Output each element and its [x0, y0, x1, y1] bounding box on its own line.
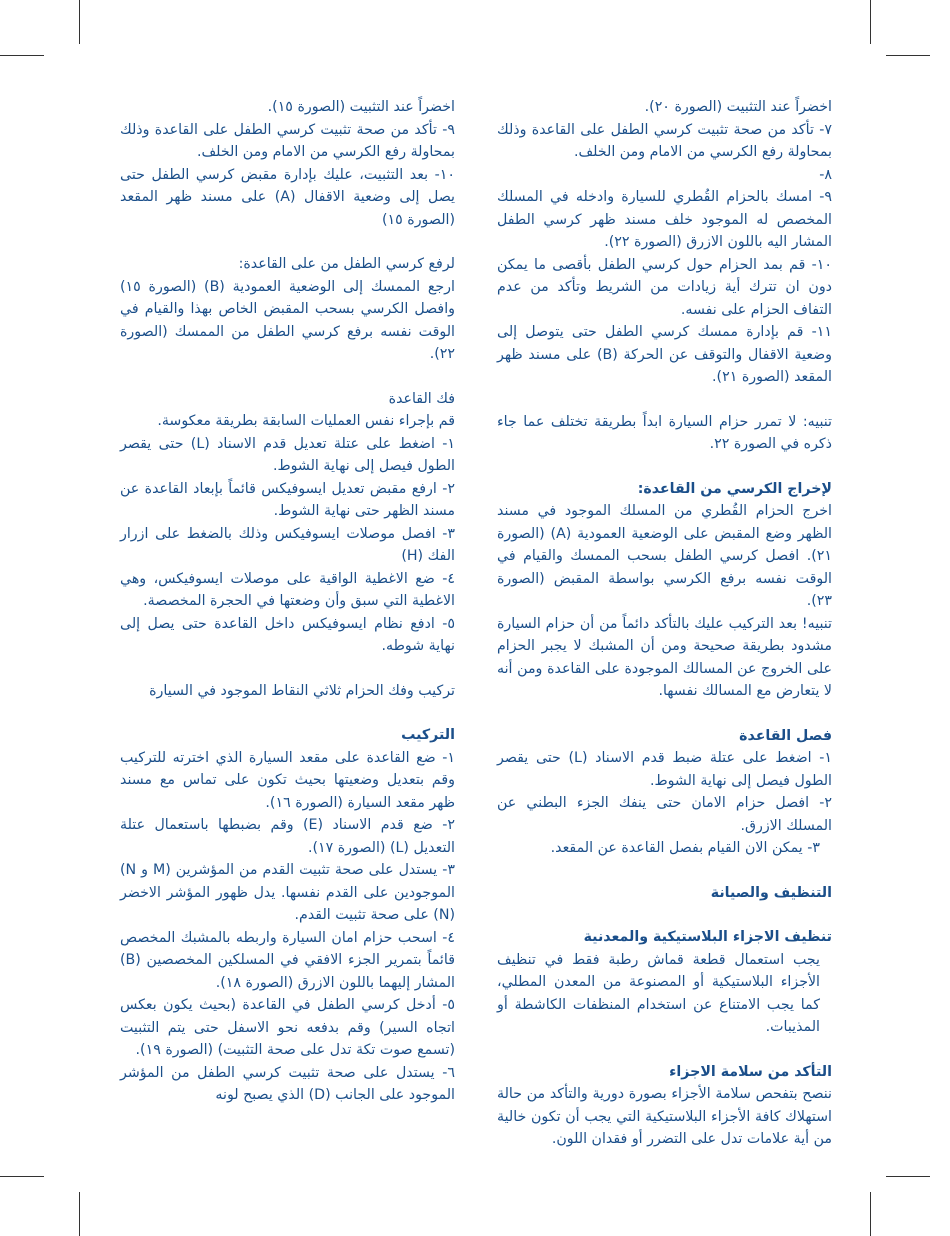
crop-mark-top-right-h — [886, 55, 930, 56]
step-10: ١٠- قم بمد الحزام حول كرسي الطفل بأقصى ما يمكن دون ان تترك أية زيادات من الشريط وتأكد من عدم التفاف الحزام على نفسه. — [497, 256, 832, 318]
warning-note-2: تنبيه! بعد التركيب عليك بالتأكد دائماً من أن حزام السيارة مشدود بطريقة صحيحة ومن أن المشبك لا يجبر الحزام على الخروج عن المسالك الموجودة على القاعدة ومن أنه لا يتعارض مع المسالك نفسها. — [497, 615, 832, 699]
integrity-heading: التأكد من سلامة الاجزاء — [669, 1063, 832, 1080]
install-step-1: ١- ضع القاعدة على مقعد السيارة الذي اخترته للتركيب وقم بتعديل وضعيتها بحيث تكون على تماس مع مسند ظهر مقعد السيارة (الصورة ١٦). — [120, 749, 455, 811]
crop-mark-top-left — [79, 0, 80, 44]
belt-section-title: تركيب وفك الحزام ثلاثي النقاط الموجود في السيارة — [149, 682, 455, 699]
cleaning-heading: التنظيف والصيانة — [710, 884, 832, 901]
step-9: ٩- امسك بالحزام القُطري للسيارة وادخله في المسلك المخصص له الموجود خلف مسند ظهر كرسي الطفل المشار اليه باللون الازرق (الصورة ٢٢). — [497, 189, 832, 250]
base-separation-step-1: ١- اضغط على عتلة ضبط قدم الاسناد (L) حتى يقصر الطول فيصل إلى نهاية الشوط. — [497, 750, 832, 789]
install-step-2: ٢- ضع قدم الاسناد (E) وقم بضبطها باستعمال عتلة التعديل (L) (الصورة ١٧). — [120, 817, 455, 856]
dismantle-step-5: ٥- ادفع نظام ايسوفيكس داخل القاعدة حتى يصل إلى نهاية شوطه. — [120, 615, 455, 654]
crop-mark-bottom-left-h — [0, 1176, 44, 1177]
step-8: ٨- — [819, 166, 832, 183]
crop-mark-bottom-right-h — [886, 1176, 930, 1177]
removal-text: اخرج الحزام القُطري من المسلك الموجود في مسند الظهر وضع المقبض على الوضعية العمودية (A) (الصورة ٢١). افصل كرسي الطفل بسحب الممسك والقيام في الوقت نفسه برفع الكرسي بواسطة المقبض (الصورة ٢٣). — [497, 503, 833, 609]
base-separation-step-2: ٢- افصل حزام الامان حتى ينفك الجزء البطني عن المسلك الازرق. — [497, 795, 832, 834]
right-column — [497, 96, 832, 1151]
install-heading: التركيب — [401, 727, 455, 743]
dismantle-heading: فك القاعدة — [388, 390, 455, 407]
dismantle-step-1: ١- اضغط على عتلة تعديل قدم الاسناد (L) حتى يقصر الطول فيصل إلى نهاية الشوط. — [120, 435, 455, 474]
plastic-parts-text: يجب استعمال قطعة قماش رطبة فقط في تنظيف الأجزاء البلاستيكية أو المصنوعة من المعدن المطلي، كما يجب الامتناع عن استخدام المنظفات الكاشطة أو المذيبات. — [497, 951, 820, 1035]
step-9: ٩- تأكد من صحة تثبيت كرسي الطفل على القاعدة وذلك بمحاولة رفع الكرسي من الامام ومن الخلف. — [120, 121, 455, 160]
crop-mark-bottom-left — [79, 1192, 80, 1236]
dismantle-step-3: ٣- افصل موصلات ايسوفيكس وذلك بالضغط على ازرار الفك (H) — [120, 525, 455, 564]
crop-mark-top-left-h — [0, 55, 44, 56]
install-step-4: ٤- اسحب حزام امان السيارة واربطه بالمشبك المخصص قائماً بتمرير الجزء الافقي في المسلكين المخصصين (B) المشار إليهما باللون الازرق (الصورة ١٨). — [120, 929, 455, 991]
removal-heading: لإخراج الكرسي من القاعدة: — [637, 480, 832, 497]
install-step-6: ٦- يستدل على صحة تثبيت كرسي الطفل من المؤشر الموجود على الجانب (D) الذي يصبح لونه — [120, 1064, 455, 1103]
step-7: ٧- تأكد من صحة تثبيت كرسي الطفل على القاعدة وذلك بمحاولة رفع الكرسي من الامام ومن الخلف. — [497, 121, 832, 160]
integrity-text: ننصح بتفحص سلامة الأجزاء بصورة دورية والتأكد من حالة استهلاك كافة الأجزاء البلاستيكية التي يجب أن تكون خالية من أية علامات تدل على التضرر أو فقدان اللون. — [497, 1086, 832, 1147]
warning-note: تنبيه: لا تمرر حزام السيارة ابداً بطريقة تختلف عما جاء ذكره في الصورة ٢٢. — [497, 413, 832, 452]
step-10: ١٠- بعد التثبيت، عليك بإدارة مقبض كرسي الطفل حتى يصل إلى وضعية الاقفال (A) على مسند ظهر المقعد (الصورة ١٥) — [120, 166, 455, 228]
step-11: ١١- قم بإدارة ممسك كرسي الطفل حتى يتوصل إلى وضعية الاقفال والتوقف عن الحركة (B) على مسند ظهر المقعد (الصورة ٢١). — [497, 324, 832, 385]
dismantle-intro: قم بإجراء نفس العمليات السابقة بطريقة معكوسة. — [157, 413, 455, 429]
crop-mark-bottom-right — [870, 1192, 871, 1236]
lift-heading: لرفع كرسي الطفل من على القاعدة: — [238, 256, 455, 272]
base-separation-heading: فصل القاعدة — [739, 727, 832, 744]
dismantle-step-4: ٤- ضع الاغطية الواقية على موصلات ايسوفيكس، وهي الاغطية التي سبق وأن وضعتها في الحجرة المخصصة. — [120, 570, 455, 609]
paragraph: اخضراً عند التثبيت (الصورة ٢٠). — [644, 99, 832, 115]
base-separation-step-3: ٣- يمكن الان القيام بفصل القاعدة عن المقعد. — [550, 840, 820, 856]
plastic-parts-heading: تنظيف الاجزاء البلاستيكية والمعدنية — [583, 929, 832, 945]
left-column — [120, 96, 455, 1107]
crop-mark-top-right — [870, 0, 871, 44]
install-step-5: ٥- أدخل كرسي الطفل في القاعدة (بحيث يكون بعكس اتجاه السير) وقم بدفعه نحو الاسفل حتى يتم التثبيت (تسمع صوت تكة تدل على صحة التثبيت) (الصورة ١٩). — [120, 997, 455, 1058]
dismantle-step-2: ٢- ارفع مقبض تعديل ايسوفيكس قائماً بإبعاد القاعدة عن مسند الظهر حتى نهاية الشوط. — [120, 480, 455, 519]
install-step-3: ٣- يستدل على صحة تثبيت القدم من المؤشرين (M و N) الموجودين على القدم نفسها. يدل ظهور المؤشر الاخضر (N) على صحة تثبيت القدم. — [120, 862, 455, 923]
lift-text: ارجع الممسك إلى الوضعية العمودية (B) (الصورة ١٥) وافصل الكرسي بسحب المقبض الخاص بهذا والقيام في الوقت نفسه برفع كرسي الطفل من الممسك (الصورة ٢٢). — [120, 278, 455, 362]
paragraph: اخضراً عند التثبيت (الصورة ١٥). — [267, 99, 455, 115]
